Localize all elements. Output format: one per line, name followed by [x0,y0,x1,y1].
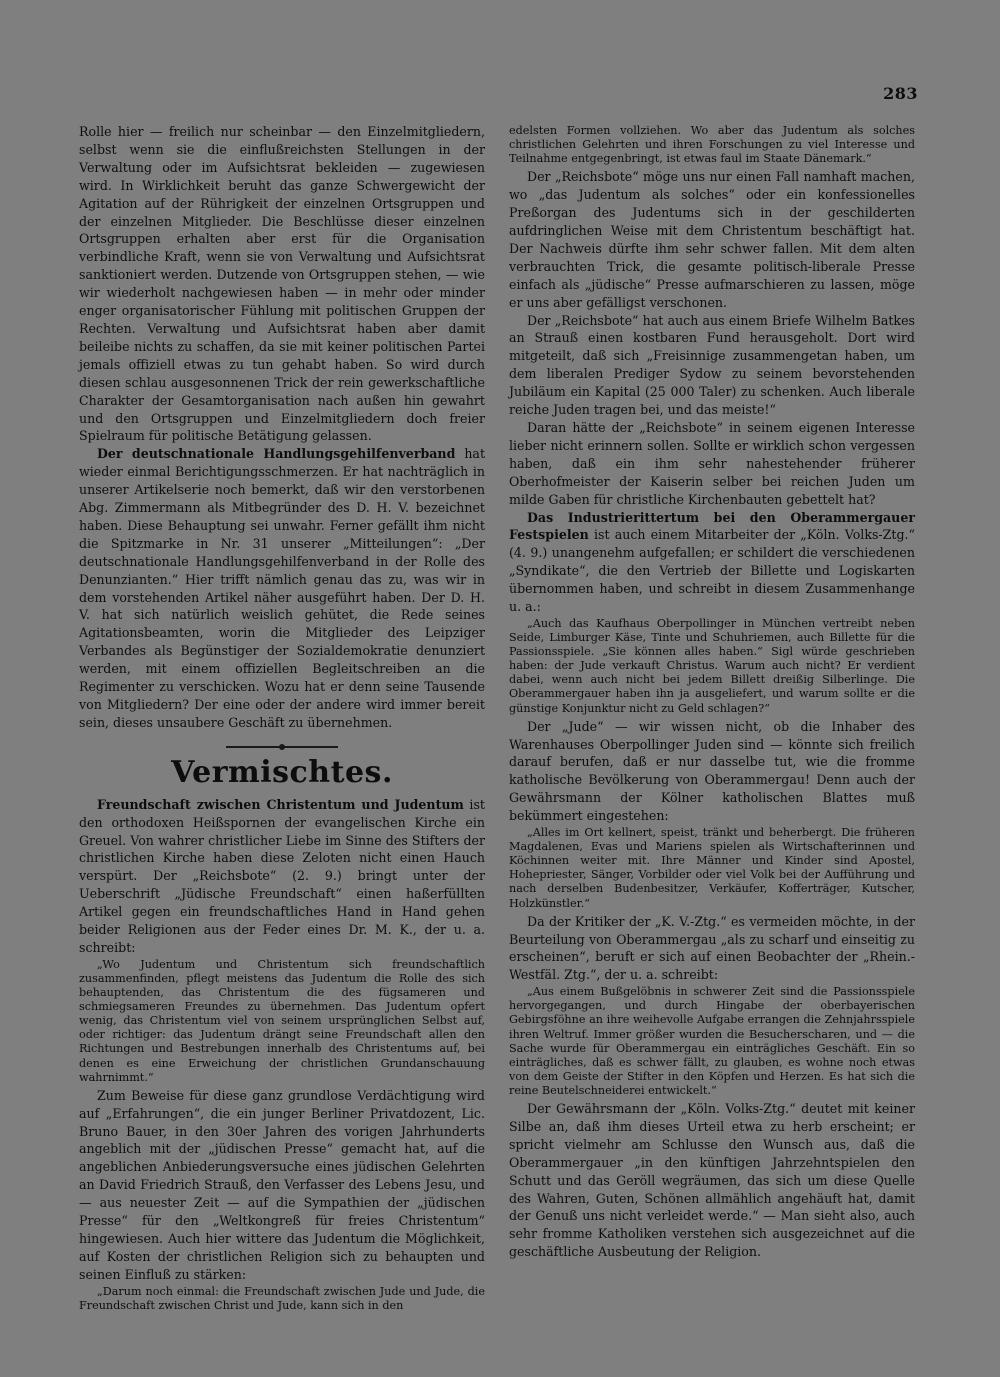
right-paragraph-4-body: ist auch einem Mitarbeiter der „Köln. Volks-Ztg.“ (4. 9.) unangenehm aufgefallen; er schildert die verschiedenen „Syndikate“, die den Vertrieb der Billette und Logiskarten übernommen haben, und schreibt in diesem Zusammenhange u. a.: [509,527,915,615]
left-paragraph-3 [79,796,485,957]
right-paragraph-2: Der „Reichsbote“ hat auch aus einem Briefe Wilhelm Batkes an Strauß einen kostbaren Fund herausgeholt. Dort wird mitgeteilt, daß sich „Freisinnige zusammengetan haben, um dem liberalen Prediger Sydow zu seinem bevorstehenden Jubiläum ein Kapital (25 000 Taler) zu schenken. Auch liberale reiche Juden tragen bei, und das meiste!“ [509,312,915,418]
right-quote-3: „Aus einem Bußgelöbnis in schwerer Zeit sind die Passionsspiele hervorgegangen, und durch Hingabe der oberbayerischen Gebirgsföhne an ihre weihevolle Aufgabe errangen die Zehnjahrsspiele ihren Weltruf. Immer größer wurden die Besucherscharen, und — die Sache wurde für Oberammergau ein einträgliches Geschäft. Ein so einträgliches, daß es schwer fällt, zu glauben, es wohne noch etwas von dem Geiste der Stifter in den Köpfen und Herzen. Es hat sich die reine Beutelschneiderei entwickelt.“ [509,985,915,1097]
right-quote-2: „Alles im Ort kellnert, speist, tränkt und beherbergt. Die früheren Magdalenen, Evas und Mariens spielen als Wirtschafterinnen und Köchinnen weiter mit. Ihre Männer und Kinder sind Apostel, Hohepriester, Sänger, Vorbilder oder viel Volk bei der Aufführung und nach derselben Budenbesitzer, Verkäufer, Kofferträger, Kutscher, Holzkünstler.“ [509,826,915,910]
right-paragraph-3: Daran hätte der „Reichsbote“ in seinem eigenen Interesse lieber nicht erinnern sollen. Sollte er wirklich schon vergessen haben, daß ein ihm sehr nahestehender früherer Oberhofmeister der Kaiserin selber bei reichen Juden um milde Gaben für christliche Kirchenbauten gebettelt hat? [509,419,915,507]
left-quote-1: „Wo Judentum und Christentum sich freundschaftlich zusammenfinden, pflegt meistens das Judentum die Rolle des sich behauptenden, das Christentum die des fügsameren und schmiegsameren Freundes zu übernehmen. Das Judentum opfert wenig, das Christentum viel von seinem ursprünglichen Selbst auf, oder richtiger: das Judentum drängt seine Freundschaft allen den Richtungen und Bestrebungen innerhalb des Christentums auf, bei denen es eine Erweichung der christlichen Grundanschauung wahrnimmt.“ [79,957,485,1084]
right-paragraph-4 [509,509,915,616]
right-column [509,123,915,1261]
right-quote-continuation: edelsten Formen vollziehen. Wo aber das Judentum als solches christlichen Gelehrten und ihren Forschungen zu viel Interesse und Teilnahme entgegenbringt, ist etwas faul im Staate Dänemark.“ [509,124,915,166]
left-column [79,123,485,1315]
right-paragraph-7: Der Gewährsmann der „Köln. Volks-Ztg.“ deutet mit keiner Silbe an, daß ihm dieses Urteil etwa zu herb erscheint; er spricht vielmehr am Schlusse den Wunsch aus, daß die Oberammergauer „in den künftigen Jahrzehntspielen den Schutt und das Geröll wegräumen, das sich um diese Quelle des Wahren, Guten, Schönen allmählich angehäuft hat, damit der Genuß uns nicht verleidet werde.“ — Man sieht also, auch sehr fromme Katholiken verstehen sich ausgezeichnet auf die geschäftliche Ausbeutung der Religion. [509,1100,915,1260]
left-quote-2: „Darum noch einmal: die Freundschaft zwischen Jude und Jude, die Freundschaft zwischen Christ und Jude, kann sich in den [79,1284,485,1312]
page-number: 283 [883,84,918,103]
article-heading-industrierittertum: Das Industrierittertum bei den Oberammergauer Festspielen [509,509,915,543]
left-paragraph-2-body: hat wieder einmal Berichtigungsschmerzen. Er hat nachträglich in unserer Artikelserie noch bemerkt, daß wir den verstorbenen Abg. Zimmermann als Mitbegründer des D. H. V. bezeichnet haben. Diese Behauptung sei unwahr. Ferner gefällt ihm nicht die Spitzmarke in Nr. 31 unserer „Mitteilungen“: „Der deutschnationale Handlungsgehilfenverband in der Rolle des Denunzianten.“ Hier trifft nämlich genau das zu, was wir in dem vorstehenden Artikel näher ausgeführt haben. Der D. H. V. hat sich natürlich weislich gehütet, die Rede seines Agitationsbeamten, worin die Mitglieder des Leipziger Verbandes als Begünstiger der Sozialdemokratie denunziert werden, mit einem offiziellen Begleitschreiben an die Regimenter zu verschicken. Wozu hat er denn seine Tausende von Mitgliedern? Der eine oder der andere wird immer bereit sein, dieses unsaubere Geschäft zu übernehmen. [79,446,486,730]
article-heading-handlungsgehilfenverband: Der deutschnationale Handlungsgehilfenverband [97,446,456,462]
left-paragraph-3-body: ist den orthodoxen Heißspornen der evangelischen Kirche ein Greuel. Von wahrer christlicher Liebe im Sinne des Stifters der christlichen Kirche haben diese Zeloten nicht einen Hauch verspürt. Der „Reichsbote“ (2. 9.) bringt unter der Ueberschrift „Jüdische Freundschaft“ einen haßerfüllten Artikel gegen ein freundschaftliches Hand in Hand gehen beider Religionen aus der Feder eines Dr. M. K., der u. a. schreibt: [79,796,485,955]
article-heading-freundschaft: Freundschaft zwischen Christentum und Judentum [97,796,464,812]
section-title: Vermischtes. [171,754,393,790]
right-paragraph-5: Der „Jude“ — wir wissen nicht, ob die Inhaber des Warenhauses Oberpollinger Juden sind — könnte sich freilich darauf berufen, daß er nur dasselbe tut, wie die fromme katholische Bevölkerung von Oberammergau! Denn auch der Gewährsmann der Kölner katholischen Blattes muß bekümmert eingestehen: [509,718,915,824]
left-paragraph-2 [79,445,485,732]
right-paragraph-6: Da der Kritiker der „K. V.-Ztg.“ es vermeiden möchte, in der Beurteilung von Oberammergau „als zu scharf und einseitig zu erscheinen“, beruft er sich auf einen Beobachter der „Rhein.-Westfäl. Ztg.“, der u. a. schreibt: [509,913,915,983]
right-quote-1: „Auch das Kaufhaus Oberpollinger in München vertreibt neben Seide, Limburger Käse, Tinte und Schuhriemen, auch Billette für die Passionsspiele. „Sie können alles haben.“ Sigl würde geschrieben haben: der Jude verkauft Christus. Warum auch nicht? Er verdient dabei, wenn auch nicht bei jedem Billett dreißig Silberlinge. Die Oberammergauer haben ihn ja ausgeliefert, und warum sollte er die günstige Konjunktur nicht zu Geld schlagen?“ [509,616,915,715]
right-paragraph-1: Der „Reichsbote“ möge uns nur einen Fall namhaft machen, wo „das Judentum als solches“ oder ein konfessionelles Preßorgan des Judentums sich in der geschilderten aufdringlichen Weise mit dem Christentum beschäftigt hat. Der Nachweis dürfte ihm sehr schwer fallen. Mit dem alten verbrauchten Trick, die gesamte politisch-liberale Presse einfach als „jüdische“ Presse aufmarschieren zu lassen, möge er uns aber gefälligst verschonen. [509,169,915,310]
left-paragraph-1: Rolle hier — freilich nur scheinbar — den Einzelmitgliedern, selbst wenn sie die einflußreichsten Stellungen in der Verwaltung oder im Aufsichtsrat bekleiden — zugewiesen wird. In Wirklichkeit beruht das ganze Schwergewicht der Agitation auf der Rührigkeit der einzelnen Ortsgruppen und der einzelnen Mitglieder. Die Beschlüsse dieser einzelnen Ortsgruppen erhalten aber erst für die Organisation verbindliche Kraft, wenn sie von Verwaltung und Aufsichtsrat sanktioniert werden. Dutzende von Ortsgruppen stehen, — wie wir wiederholt nachgewiesen haben — in mehr oder minder enger organisatorischer Fühlung mit politischen Gruppen der Rechten. Verwaltung und Aufsichtsrat haben aber damit beileibe nichts zu schaffen, da sie mit keiner politischen Partei jemals offiziell etwas zu tun gehabt haben. So wird durch diesen schlau ausgesonnenen Trick der rein gewerkschaftliche Charakter der Gesamtorganisation nach außen hin gewahrt und den Ortsgruppen und Einzelmitgliedern doch freier Spielraum für politische Betätigung gelassen. [79,124,485,444]
left-paragraph-4: Zum Beweise für diese ganz grundlose Verdächtigung wird auf „Erfahrungen“, die ein junger Berliner Privatdozent, Lic. Bruno Bauer, in den 30er Jahren des vorigen Jahrhunderts angeblich mit der „jüdischen Presse“ gemacht hat, auf die angeblichen Anbiederungsversuche eines jüdischen Gelehrten an David Friedrich Strauß, den Verfasser des Lebens Jesu, und — aus neuester Zeit — auf die Sympathien der „jüdischen Presse“ für den „Weltkongreß für freies Christentum“ hingewiesen. Auch hier wittere das Judentum die Möglichkeit, auf Kosten der christlichen Religion sich zu behaupten und seinen Einfluß zu stärken: [79,1087,485,1282]
section-divider [226,746,338,748]
